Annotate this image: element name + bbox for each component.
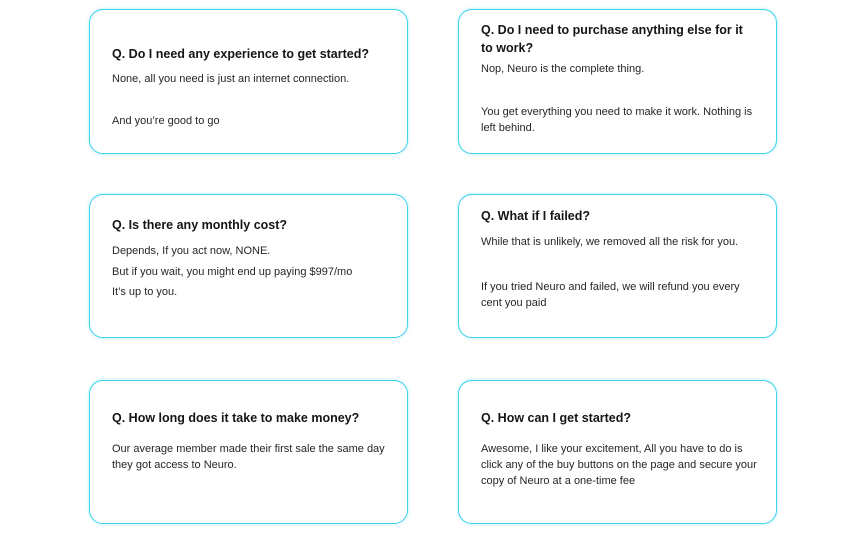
- faq-answer: And you’re good to go: [112, 115, 220, 127]
- faq-answer: Awesome, I like your excitement, All you have to do is click any of the buy buttons on the page and secure your copy of Neuro at a one-time fee: [481, 443, 757, 487]
- faq-question: Q. How long does it take to make money?: [112, 411, 360, 425]
- faq-card-purchase: [458, 9, 777, 154]
- faq-question: Q. How can I get started?: [481, 411, 632, 425]
- faq-answer: Our average member made their first sale the same day they got access to Neuro.: [112, 443, 385, 471]
- faq-card-get-started: [458, 380, 777, 524]
- faq-card-experience: [89, 9, 408, 154]
- faq-answer: You get everything you need to make it work. Nothing is left behind.: [481, 106, 753, 134]
- faq-question: Q. Do I need to purchase anything else for it to work?: [481, 23, 743, 55]
- faq-answer: While that is unlikely, we removed all the risk for you.: [481, 236, 739, 248]
- faq-answer: Depends, If you act now, NONE.: [112, 245, 271, 257]
- faq-question: Q. Is there any monthly cost?: [112, 218, 288, 232]
- faq-question: Q. Do I need any experience to get started?: [112, 47, 370, 61]
- faq-answer: None, all you need is just an internet connection.: [112, 73, 350, 85]
- faq-answer: Nop, Neuro is the complete thing.: [481, 63, 645, 75]
- faq-question: Q. What if I failed?: [481, 209, 591, 223]
- faq-answer: But if you wait, you might end up paying $997/mo: [112, 266, 353, 278]
- faq-card-failed: [458, 194, 777, 338]
- faq-card-monthly-cost: [89, 194, 408, 338]
- faq-answer: If you tried Neuro and failed, we will refund you every cent you paid: [481, 281, 740, 309]
- faq-card-time-to-money: [89, 380, 408, 524]
- faq-answer: It’s up to you.: [112, 286, 178, 298]
